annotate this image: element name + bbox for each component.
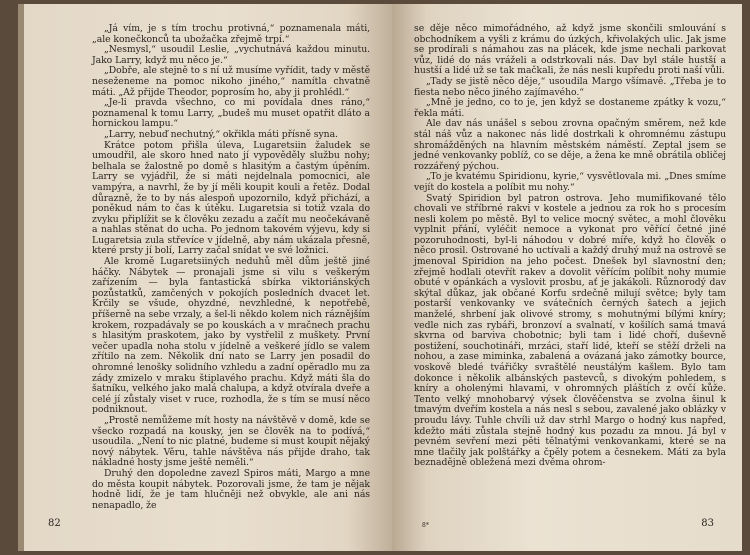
right-paragraph-4: Ale dav nás unášel s sebou zrovna opačným směrem, než kde stál náš vůz a nakonec nás lidé dostrkali k ohromnému zástupu shromážděných na hlavním městském náměstí. Zeptal jsem se jedné venkovanky poblíž, co se děje, a žena ke mně obrátila obličej rozzářený pýchou. (414, 118, 726, 172)
right-page (392, 4, 742, 551)
left-paragraph-4: „Je-li pravda všechno, co mi povídala dnes ráno,“ poznamenal k tomu Larry, „budeš mu muset opatřit dláto a hornickou lampu.“ (92, 97, 370, 130)
right-paragraph-1: se děje něco mimořádného, až když jsme skončili smlouvání s obchodníkem a vyšli z krámu do úzkých, křivolakých ulic. Jak jsme se prodírali s námahou zas na plácek, kde jsme nechali parkovat vůz, lidé do nás vráželi a odstrkovali nás. Dav byl stále hustší a hustší a lidé už se tak mačkali, že nás nesli kupředu proti naší vůli. (414, 23, 726, 77)
page-number-left: 82 (48, 518, 61, 529)
left-paragraph-1: „Já vím, je s tím trochu protivná,“ poznamenala máti, „ale konečkonců ta ubožačka zřejmě trpí.“ (92, 23, 370, 45)
left-paragraph-3: „Dobře, ale stejně to s ní už musíme vyřídit, tady v městě neseženeme na pomoc nikoho jiného,“ namítla chvatně máti. „Až přijde Theodor, poprosím ho, aby ji prohlédl.“ (92, 65, 370, 98)
left-paragraph-6: Krátce potom přišla úleva, Lugaretsiin žaludek se umoudřil, ale skoro hned nato jí vypověděly službu nohy; belhala se žalostně po domě s hlasitým a častým úpěním. Larry se vyjádřil, že si máti nejdelnala pomocnici, ale vampýra, a navrhl, že by jí měli koupit kouli a řetěz. Dodal důrazně, že to by nás alespoň upozornilo, když přichází, a poněkud nám to čas k útěku. Lugaretsia si totiž vzala do zvyku připlížit se k člověku zezadu a začít mu neočekávaně a nahlas stěnat do ucha. Po jednom takovém výjevu, kdy si Lugaretsia zula střevíce v jídelně, aby nám ukázala přesně, které prsty jí bolí, Larry začal snídat ve své ložnici. (92, 139, 370, 257)
left-paragraph-8: „Prostě nemůžeme mít hosty na návštěvě v domě, kde se všecko rozpadá na kousky, jen se člověk na to podívá,“ usoudila. „Není to nic platné, budeme si must koupit nějaký nový nábytek. Věru, tahle návštěva nás přijde draho, tak nákladné hosty jsme ještě neměli.“ (92, 414, 370, 469)
page-number-right: 83 (701, 518, 714, 529)
signature-mark: 8* (422, 522, 429, 529)
right-paragraph-5: „To je kvatému Spiridionu, kyrie,“ vysvětlovala mi. „Dnes smíme vejít do kostela a políbit mu nohy.“ (414, 171, 726, 193)
right-paragraph-3: „Mně je jedno, co to je, jen když se dostaneme zpátky k vozu,“ řekla máti. (414, 97, 726, 119)
left-paragraph-5: „Larry, nebuď nechutný,“ okřikla máti přísně syna. (104, 128, 338, 140)
open-book (18, 4, 742, 551)
left-page (18, 4, 392, 551)
left-paragraph-2: „Nesmysl,“ usoudil Leslie, „vychutnává každou minutu. Jako Larry, když mu něco je.“ (92, 44, 370, 66)
right-paragraph-2: „Tady se jistě něco děje,“ usoudila Margo všímavě. „Třeba je to fiesta nebo něco jiného zajímavého.“ (414, 75, 726, 98)
book-edge (18, 4, 24, 551)
right-paragraph-6: Svatý Spiridion byl patron ostrova. Jeho mumifikované tělo chovali ve stříbrné rakvi v kostele a jednou za rok ho s procesím nesli kolem po městě. Byl to velice mocný světec, a mohl člověku vyplnit přání, vyléčit nemoce a vykonat pro věřící četné jiné pozoruhodnosti, byl-li náhodou v dobré míře, když ho člověk o něco prosil. Ostrované ho uctívali a každý druhý muž na ostrově se jmenoval Spiridion na jeho počest. Dnešek byl slavnostní den; zřejmě hodlali otevřít rakev a dovolit věřícím políbit nohy mumie obuté v opánkách a vyslovit prosbu, ať je jakákoli. Různorodý dav skýtal důkaz, jak občané Korfu srdečně milují světce; byly tam postarší venkovanky ve svátečních černých šatech a jejich manželé, shrbení jak olivové stromy, s mohutnými bílými kníry; vedle nich zas rybáři, bronzoví a svalnatí, v košilích samá tmavá skvrna od barviva chobotnic; byli tam i lidé choří, duševně postižení, souchotináři, mrzáci, staří lidé, kteří se stěží drželi na nohou, a zase miminka, zabalená a ovázaná jako zámotky bource, voskově bledé tvářičky svraštělé neustálým kašlem. Bylo tam dokonce i několik albánských pastevců, s divokým pohledem, s kníry a oholenými hlavami, v ohromných pláštích z ovčí kůže. Tento velký mnohobarvý výsek člověčenstva se zvolna šinul k tmavým dveřím kostela a nás nesl s sebou, zavalené jako oblázky v proudu lávy. Tuhle chvíli už dav strhl Margo o hodný kus napřed, kdežto máti zůstala stejně hodný kus pozadu za mnou. Já byl v pevném sevření mezi pěti tělnatými venkovankami, které se na mne tlačily jak polštářky a čpěly potem a česnekem. Máti za byla beznadějně obležená mezi dvěma ohrom- (414, 192, 726, 469)
left-paragraph-9: Druhý den dopoledne zavezl Spiros máti, Margo a mne do města koupit nábytek. Pozorovali jsme, že tam je nějak hodně lidí, že je tam hlučněji než obvykle, ale ani nás nenapadlo, že (92, 467, 370, 511)
left-paragraph-7: Ale kromě Lugaretsiiných neduhů měl dům ještě jiné háčky. Nábytek — pronajali jsme si vilu s veškerým zařízením — byla fantastická sbírka viktoriánských pozůstatků, zamčených v pokojích posledních dvacet let. Krčily se všude, ohyzdné, nevzhledné, k nepotřebě, příšerně na sebe vrzaly, a šel-li někdo kolem nich ráznějším krokem, rozpadávaly se po kouskách a v mračnech prachu s hlasitým praskotem, jako by vystřelil z muškety. První večer upadla noha stolu v jídelně a veškeré jídlo se valem zřítilo na zem. Několik dní nato se Larry jen posadil do ohromné lenošky solidního vzhledu a zadní opěradlo mu za zády zmizelo v mraku štiplavého prachu. Když máti šla do šatníku, velkého jako malá chalupa, a když otvírala dveře a celé jí zůstaly viset v ruce, rozhodla, že s tím se musí něco podniknout. (92, 256, 370, 416)
